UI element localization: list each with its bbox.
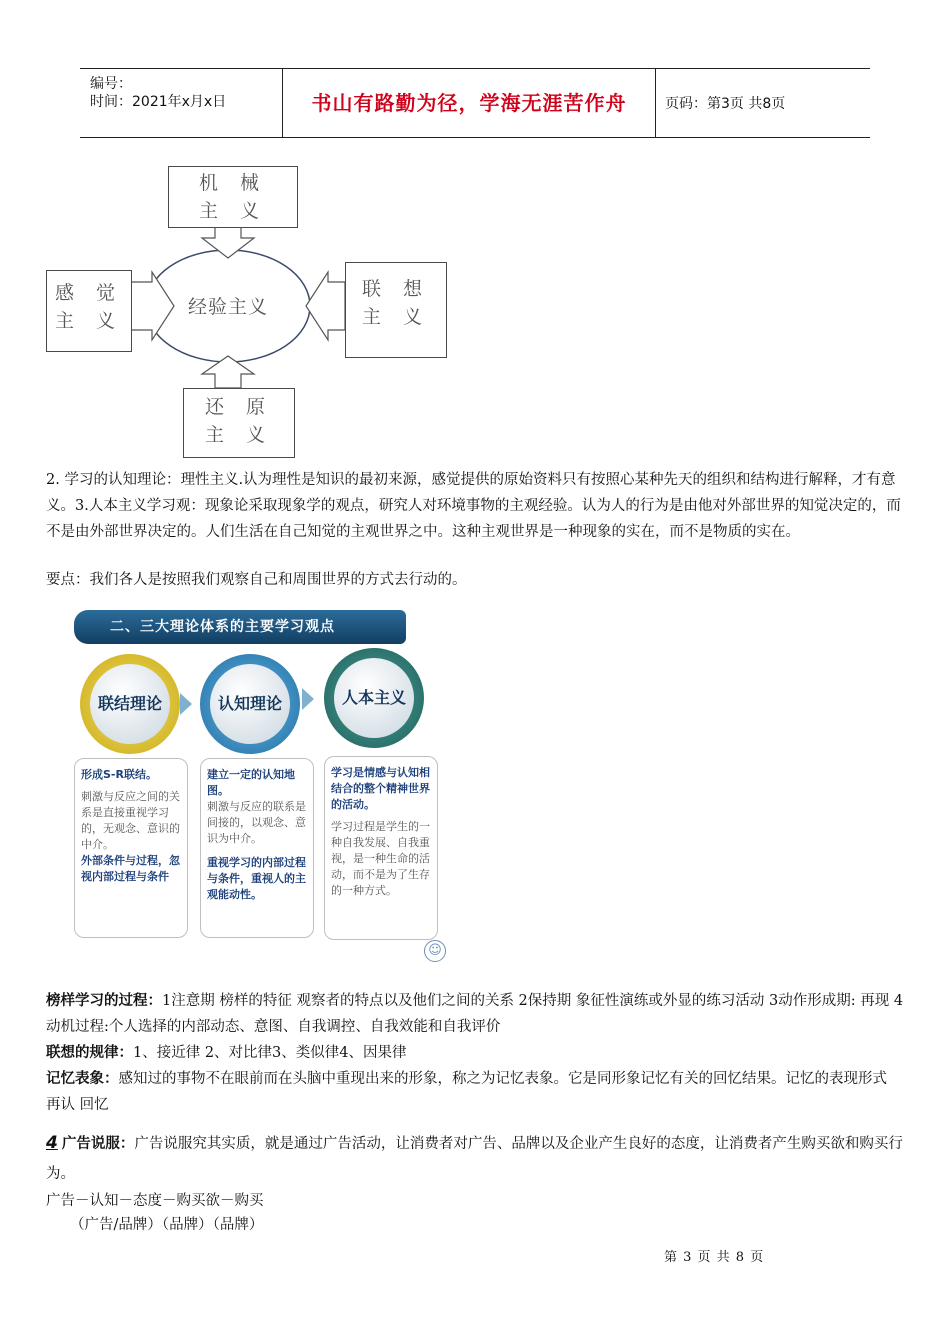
card2-bold2: 重视学习的内部过程与条件，重视人的主观能动性。 bbox=[207, 856, 306, 901]
box-sensation-line2: 主 义 bbox=[54, 310, 124, 332]
card1-text: 刺激与反应之间的关系是直接重视学习的，无观念、意识的中介。 bbox=[81, 790, 180, 851]
circle-humanism bbox=[324, 648, 424, 748]
page-footer: 第 3 页 共 8 页 bbox=[664, 1250, 765, 1265]
card-humanism bbox=[324, 756, 438, 940]
right-arrow bbox=[306, 272, 345, 340]
box-mechanism-line1: 机 械 bbox=[198, 172, 268, 194]
association-paragraph bbox=[46, 1040, 906, 1066]
header-meta bbox=[80, 69, 282, 137]
key-point: 要点：我们各人是按照我们观察自己和周围世界的方式去行动的。 bbox=[46, 572, 467, 588]
imitation-paragraph bbox=[46, 988, 906, 1040]
circle-cognitivism-label: 认知理论 bbox=[210, 664, 290, 744]
box-association-line2: 主 义 bbox=[361, 306, 431, 328]
ad-paragraph bbox=[46, 1128, 906, 1189]
card1-bold2: 外部条件与过程，忽视内部过程与条件 bbox=[81, 854, 180, 883]
card2-bold1: 建立一定的认知地图。 bbox=[207, 768, 295, 797]
header-motto-cell bbox=[282, 69, 656, 137]
ad-label: 广告说服： bbox=[61, 1136, 135, 1152]
page-info: 页码：第3页 共8页 bbox=[665, 96, 786, 112]
imitation-label: 榜样学习的过程： bbox=[46, 993, 162, 1009]
ad-text: 广告说服究其实质，就是通过广告活动，让消费者对广告、品牌以及企业产生良好的态度，让消费者产生购买欲和购买行为。 bbox=[46, 1136, 903, 1182]
chevron-right-icon bbox=[302, 688, 314, 710]
circle-connectionism bbox=[80, 654, 180, 754]
motto: 书山有路勤为径，学海无涯苦作舟 bbox=[311, 91, 627, 115]
ad-flow-sub: （广告/品牌）（品牌）（品牌） bbox=[70, 1217, 264, 1233]
cognitive-paragraph: 2. 学习的认知理论：理性主义.认为理性是知识的最初来源，感觉提供的原始资料只有按照心某种先天的组织和结构进行解释，才有意义。3.人本主义学习观：现象论采取现象学的观点，研究人对环境事物的主观经验。认为人的行为是由他对外部世界的知觉决定的，而不是由外部世界决定的。人们生活在自己知觉的主观世界之中。这种主观世界是一种现象的实在，而不是物质的实在。 bbox=[46, 472, 901, 540]
memory-label: 记忆表象： bbox=[46, 1071, 119, 1087]
chevron-right-icon bbox=[180, 693, 192, 715]
number-label: 编号： bbox=[90, 76, 132, 92]
box-reduction-line2: 主 义 bbox=[204, 424, 274, 446]
association-label: 联想的规律： bbox=[46, 1045, 133, 1061]
card2-text: 刺激与反应的联系是间接的，以观念、意识为中介。 bbox=[207, 800, 306, 845]
header-page-cell bbox=[655, 69, 870, 137]
box-mechanism bbox=[168, 166, 298, 228]
box-mechanism-line2: 主 义 bbox=[198, 200, 268, 222]
card3-text: 学习过程是学生的一种自我发展、自我重视，是一种生命的活动，而不是为了生存的一种方式。 bbox=[331, 820, 430, 897]
association-text: 1、接近律 2、对比律3、类似律4、因果律 bbox=[133, 1045, 407, 1061]
theory-panel bbox=[66, 598, 452, 974]
page-header bbox=[80, 68, 870, 138]
center-label: 经验主义 bbox=[187, 296, 268, 318]
box-association-line1: 联 想 bbox=[361, 278, 431, 300]
card1-bold1: 形成S-R联结。 bbox=[81, 768, 157, 781]
memory-text: 感知过的事物不在眼前而在头脑中重现出来的形象，称之为记忆表象。它是同形象记忆有关的回忆结果。记忆的表现形式 再认 回忆 bbox=[46, 1071, 887, 1113]
smiley-icon: ☺ bbox=[424, 940, 446, 962]
box-association bbox=[345, 262, 447, 358]
box-reduction-line1: 还 原 bbox=[204, 396, 274, 418]
circle-connectionism-label: 联结理论 bbox=[90, 664, 170, 744]
box-sensation bbox=[46, 270, 132, 352]
box-sensation-line1: 感 觉 bbox=[54, 282, 124, 304]
ad-flow: 广告－认知－态度－购买欲－购买 bbox=[46, 1193, 264, 1209]
card-connectionism bbox=[74, 758, 188, 938]
circle-humanism-label: 人本主义 bbox=[334, 658, 414, 738]
time-label: 时间：2021年x月x日 bbox=[90, 94, 227, 110]
panel-banner: 二、三大理论体系的主要学习观点 bbox=[74, 610, 406, 644]
card-cognitivism bbox=[200, 758, 314, 938]
memory-paragraph bbox=[46, 1066, 906, 1118]
ad-number: 4 bbox=[46, 1133, 58, 1153]
card3-bold1: 学习是情感与认知相结合的整个精神世界的活动。 bbox=[331, 766, 430, 811]
imitation-text: 1注意期 榜样的特征 观察者的特点以及他们之间的关系 2保持期 象征性演练或外显的练习活动 3动作形成期: 再现 4动机过程:个人选择的内部动态、意图、自我调控、自我效能和自我评价 bbox=[46, 993, 904, 1035]
circle-cognitivism bbox=[200, 654, 300, 754]
box-reduction bbox=[183, 388, 295, 458]
